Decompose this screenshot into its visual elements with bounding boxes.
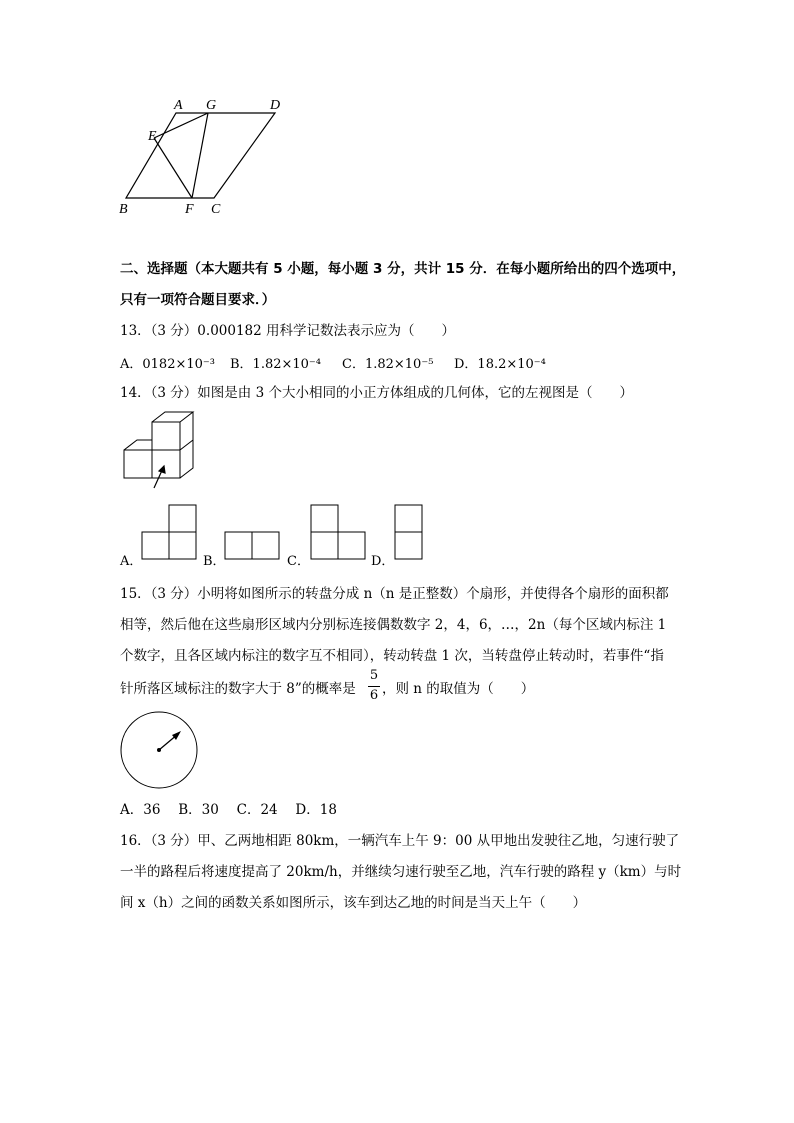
q15-line4-post: ，则 n 的取值为（ ） <box>382 681 535 697</box>
q14-option-a-label: A． <box>120 554 143 569</box>
spinner-figure <box>119 710 201 792</box>
label-g: G <box>206 98 217 113</box>
label-f: F <box>185 202 194 217</box>
q16-line2: 一半的路程后将速度提高了 20km/h，并继续匀速行驶至乙地，汽车行驶的路程 y（km）与时 <box>120 864 682 880</box>
q14-option-a-figure <box>141 503 199 561</box>
segment-ef <box>154 138 192 198</box>
q15-line4-pre: 针所落区域标注的数字大于 8”的概率是 <box>120 681 356 697</box>
q13-option-a: A．0182×10⁻³ <box>120 357 215 372</box>
q16-line1: 16．（3 分）甲、乙两地相距 80km，一辆汽车上午 9：00 从甲地出发驶往乙地，匀速行驶了 <box>120 833 680 849</box>
q15-line2: 相等，然后他在这些扇形区域内分别标连接偶数数字 2，4，6，…，2n（每个区域内标注 1 <box>120 617 667 633</box>
q15-fraction-denominator: 6 <box>369 688 379 703</box>
q13-stem: 13．（3 分）0.000182 用科学记数法表示应为（ ） <box>120 323 456 339</box>
q14-option-c-figure <box>310 503 368 561</box>
label-a: A <box>174 98 183 113</box>
q14-option-b-figure <box>224 530 282 561</box>
label-e: E <box>148 129 157 144</box>
q15-options: A．36 B．30 C．24 D．18 <box>120 802 337 818</box>
label-d: D <box>270 98 281 113</box>
parallelogram-figure <box>110 95 310 220</box>
q13-option-d: D．18.2×10⁻⁴ <box>454 357 546 372</box>
q14-option-b-label: B． <box>203 554 226 569</box>
label-b: B <box>119 202 128 217</box>
segment-eg <box>154 113 208 138</box>
q13-option-c: C．1.82×10⁻⁵ <box>342 357 434 372</box>
q14-stem: 14．（3 分）如图是由 3 个大小相同的小正方体组成的几何体，它的左视图是（ ） <box>120 385 633 401</box>
label-c: C <box>211 202 221 217</box>
q14-option-c-label: C． <box>287 554 310 569</box>
cubes-figure <box>120 408 200 490</box>
section-heading-line2: 只有一项符合题目要求．） <box>120 292 276 308</box>
q15-line1: 15．（3 分）小明将如图所示的转盘分成 n（n 是正整数）个扇形，并使得各个扇形的面积都 <box>120 586 669 602</box>
q14-option-d-figure <box>394 503 425 561</box>
q13-option-b: B．1.82×10⁻⁴ <box>230 357 322 372</box>
q15-line3: 个数字，且各区域内标注的数字互不相同），转动转盘 1 次，当转盘停止转动时，若事件“指 <box>120 648 664 664</box>
q15-fraction-bar <box>368 686 380 687</box>
q15-fraction-numerator: 5 <box>369 668 379 683</box>
q16-line3: 间 x（h）之间的函数关系如图所示，该车到达乙地的时间是当天上午（ ） <box>120 895 587 911</box>
section-heading-line1: 二、选择题（本大题共有 5 小题，每小题 3 分，共计 15 分．在每小题所给出的四个选项中， <box>120 261 686 277</box>
q14-option-d-label: D． <box>371 554 395 569</box>
segment-gf <box>192 113 208 198</box>
